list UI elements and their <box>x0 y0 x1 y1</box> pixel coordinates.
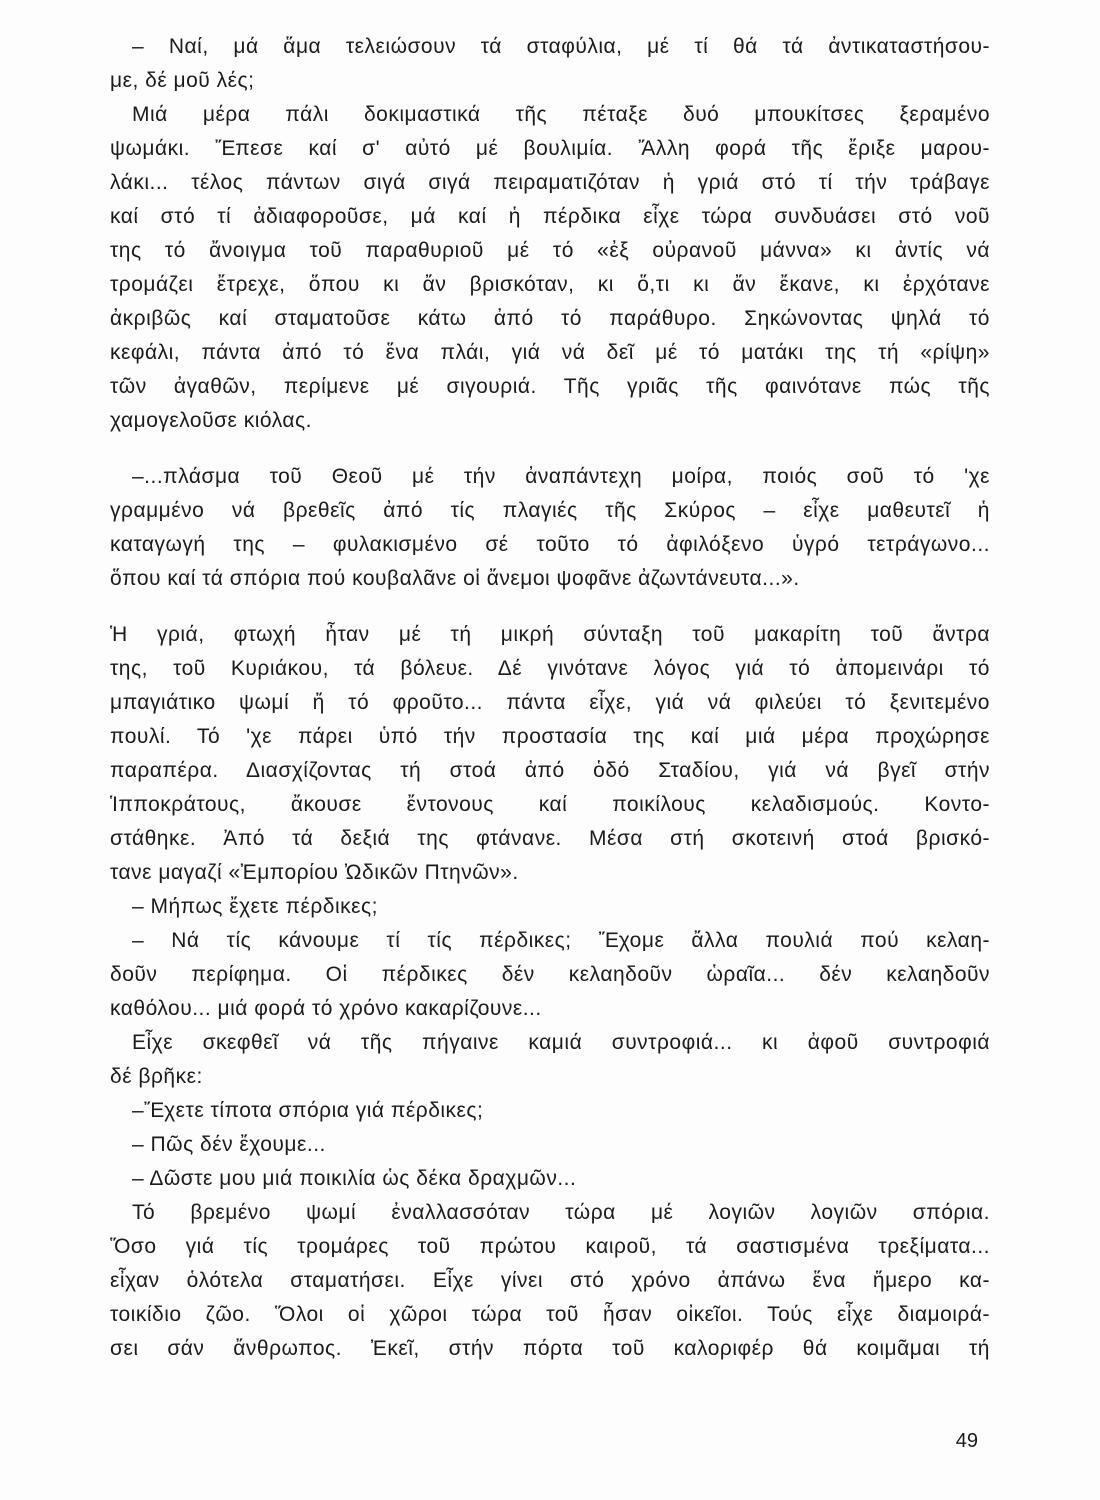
body-text <box>110 30 990 1366</box>
paragraph <box>110 1196 990 1366</box>
text-line: γραμμένο νά βρεθεῖς ἀπό τίς πλαγιές τῆς Σκύρος – εἶχε μαθευτεῖ ἡ <box>110 499 990 522</box>
text-line: εἶχαν ὁλότελα σταματήσει. Εἶχε γίνει στό χρόνο ἀπάνω ἕνα ἥμερο κα- <box>110 1269 990 1292</box>
text-line: κεφάλι, πάντα ἀπό τό ἕνα πλάι, γιά νά δεῖ μέ τό ματάκι της τή «ρίψη» <box>110 341 990 364</box>
text-line: μπαγιάτικο ψωμί ἤ τό φροῦτο... πάντα εἶχε, γιά νά φιλεύει τό ξενιτεμένο <box>110 691 990 714</box>
text-line: – Μήπως ἔχετε πέρδικες; <box>132 895 378 918</box>
paragraph <box>110 1162 990 1196</box>
paragraph <box>110 1128 990 1162</box>
text-line: παραπέρα. Διασχίζοντας τή στοά ἀπό ὁδό Σταδίου, γιά νά βγεῖ στήν <box>110 759 990 782</box>
paragraph <box>110 924 990 1026</box>
paragraph-gap <box>110 438 990 460</box>
text-line: – Νά τίς κάνουμε τί τίς πέρδικες; Ἔχομε ἄλλα πουλιά πού κελαη- <box>132 929 990 952</box>
text-line: τοικίδιο ζῶο. Ὅλοι οἱ χῶροι τώρα τοῦ ἦσαν οἰκεῖοι. Τούς εἶχε διαμοιρά- <box>110 1303 990 1326</box>
paragraph <box>110 98 990 438</box>
text-line: Εἶχε σκεφθεῖ νά τῆς πήγαινε καμιά συντροφιά... κι ἀφοῦ συντροφιά <box>132 1031 990 1054</box>
text-line: –...πλάσμα τοῦ Θεοῦ μέ τήν ἀναπάντεχη μοίρα, ποιός σοῦ τό 'χε <box>132 465 990 488</box>
text-line: χαμογελοῦσε κιόλας. <box>110 409 312 432</box>
text-line: ἀκριβῶς καί σταματοῦσε κάτω ἀπό τό παράθυρο. Σηκώνοντας ψηλά τό <box>110 307 990 330</box>
paragraph <box>110 460 990 596</box>
text-line: δοῦν περίφημα. Οἱ πέρδικες δέν κελαηδοῦν ὡραῖα... δέν κελαηδοῦν <box>110 963 990 986</box>
paragraph-gap <box>110 596 990 618</box>
text-line: λάκι... τέλος πάντων σιγά σιγά πειραματιζόταν ἡ γριά στό τί τήν τράβαγε <box>110 171 990 194</box>
text-line: πουλί. Τό 'χε πάρει ὑπό τήν προστασία της καί μιά μέρα προχώρησε <box>110 725 990 748</box>
paragraph <box>110 890 990 924</box>
text-line: ψωμάκι. Ἔπεσε καί σ' αὐτό μέ βουλιμία. Ἄλλη φορά τῆς ἔριξε μαρου- <box>110 137 990 160</box>
text-line: τῶν ἀγαθῶν, περίμενε μέ σιγουριά. Τῆς γριᾶς τῆς φαινότανε πώς τῆς <box>110 375 990 398</box>
paragraph <box>110 1094 990 1128</box>
paragraph <box>110 30 990 98</box>
text-line: ὅπου καί τά σπόρια πού κουβαλᾶνε οἱ ἄνεμοι ψοφᾶνε ἀζωντάνευτα...». <box>110 567 800 590</box>
text-line: Ἱπποκράτους, ἄκουσε ἔντονους καί ποικίλους κελαδισμούς. Κοντο- <box>110 793 990 816</box>
text-line: – Πῶς δέν ἔχουμε... <box>132 1133 326 1156</box>
text-line: –Ἔχετε τίποτα σπόρια γιά πέρδικες; <box>132 1099 484 1122</box>
text-line: Ὅσο γιά τίς τρομάρες τοῦ πρώτου καιροῦ, τά σαστισμένα τρεξίματα... <box>110 1235 990 1258</box>
paragraph <box>110 618 990 890</box>
page-number: 49 <box>955 1430 978 1452</box>
text-line: σει σάν ἄνθρωπος. Ἐκεῖ, στήν πόρτα τοῦ καλοριφέρ θά κοιμᾶμαι τή <box>110 1337 990 1360</box>
text-line: στάθηκε. Ἀπό τά δεξιά της φτάνανε. Μέσα στή σκοτεινή στοά βρισκό- <box>110 827 990 850</box>
text-line: – Ναί, μά ἅμα τελειώσουν τά σταφύλια, μέ τί θά τά ἀντικαταστήσου- <box>132 35 990 58</box>
text-line: Τό βρεμένο ψωμί ἐναλλασσόταν τώρα μέ λογιῶν λογιῶν σπόρια. <box>132 1201 990 1224</box>
text-line: καταγωγή της – φυλακισμένο σέ τοῦτο τό ἀφιλόξενο ὑγρό τετράγωνο... <box>110 533 990 556</box>
paragraph <box>110 1026 990 1094</box>
text-line: με, δέ μοῦ λές; <box>110 69 255 92</box>
text-line: της, τοῦ Κυριάκου, τά βόλευε. Δέ γινότανε λόγος γιά τό ἀπομεινάρι τό <box>110 657 990 680</box>
text-line: Μιά μέρα πάλι δοκιμαστικά τῆς πέταξε δυό μπουκίτσες ξεραμένο <box>132 103 990 126</box>
text-line: τρομάζει ἔτρεχε, ὅπου κι ἄν βρισκόταν, κι ὅ,τι κι ἄν ἔκανε, κι ἐρχότανε <box>110 273 990 296</box>
text-line: καθόλου... μιά φορά τό χρόνο κακαρίζουνε... <box>110 997 542 1020</box>
text-line: δέ βρῆκε: <box>110 1065 203 1088</box>
text-line: καί στό τί ἀδιαφοροῦσε, μά καί ἡ πέρδικα εἶχε τώρα συνδυάσει στό νοῦ <box>110 205 990 228</box>
text-line: – Δῶστε μου μιά ποικιλία ὡς δέκα δραχμῶν... <box>132 1167 577 1190</box>
text-line: τανε μαγαζί «Ἐμπορίου Ὠδικῶν Πτηνῶν». <box>110 861 519 884</box>
text-line: Ἡ γριά, φτωχή ἦταν μέ τή μικρή σύνταξη τοῦ μακαρίτη τοῦ ἄντρα <box>110 623 990 646</box>
text-line: της τό ἄνοιγμα τοῦ παραθυριοῦ μέ τό «ἐξ οὐρανοῦ μάννα» κι ἀντίς νά <box>110 239 990 262</box>
